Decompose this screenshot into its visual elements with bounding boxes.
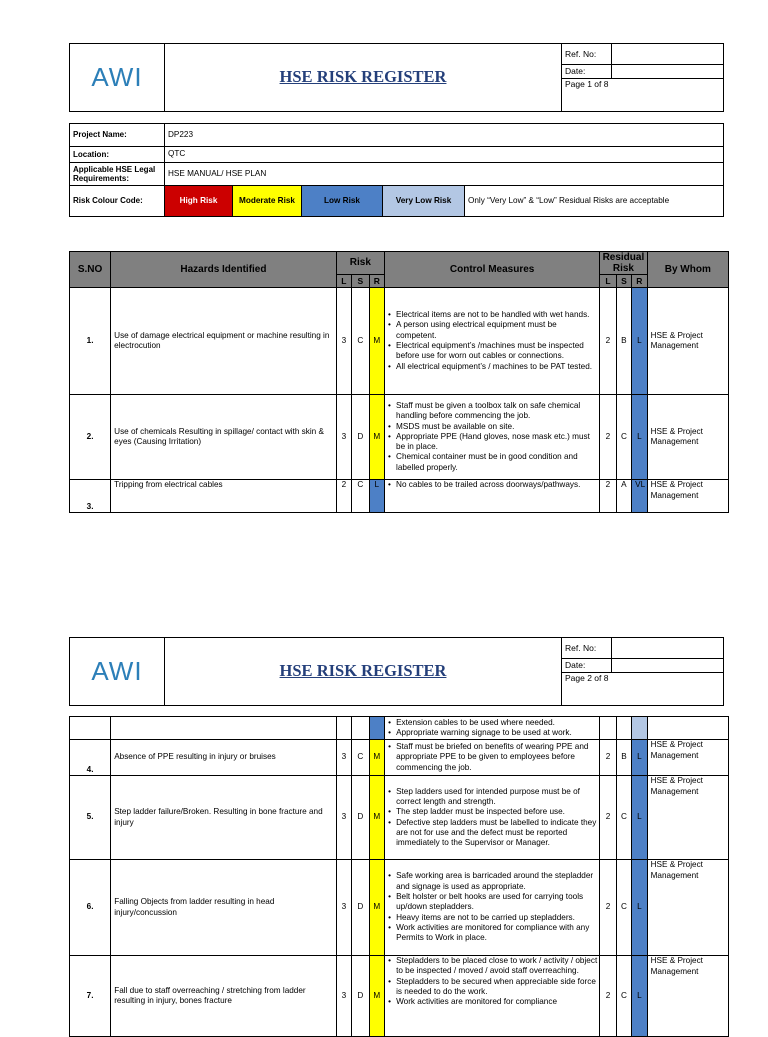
control-item: • Stepladders to be placed close to work / activity / object to be inspected / moved / avoid staff overreaching. xyxy=(396,956,597,977)
legal-requirements-label: Applicable HSE Legal Requirements: xyxy=(70,163,165,186)
col-residual-l: L xyxy=(600,275,616,288)
risk-s: D xyxy=(352,395,370,480)
residual-s: B xyxy=(616,740,631,776)
risk-r: M xyxy=(369,395,384,480)
residual-l: 2 xyxy=(600,956,616,1037)
residual-s: C xyxy=(616,860,631,956)
control-item: • Safe working area is barricaded around the stepladder and signage is used as appropriate. xyxy=(396,871,597,892)
residual-s: C xyxy=(616,956,631,1037)
hazard-text: Falling Objects from ladder resulting in head injury/concussion xyxy=(111,860,337,956)
col-risk: Risk xyxy=(336,252,384,275)
table-row xyxy=(70,395,729,480)
residual-l: 2 xyxy=(600,860,616,956)
control-measures xyxy=(385,717,600,740)
control-measures xyxy=(385,740,600,776)
col-residual-r: R xyxy=(632,275,647,288)
document-title: HSE RISK REGISTER xyxy=(165,44,562,112)
col-risk-r: R xyxy=(369,275,384,288)
risk-r: L xyxy=(369,480,384,513)
col-by-whom: By Whom xyxy=(647,252,728,288)
hazard-text: Fall due to staff overreaching / stretching from ladder resulting in injury, bones fracture xyxy=(111,956,337,1037)
control-item: • Staff must be briefed on benefits of wearing PPE and appropriate PPE to be given to employees before commencing the job. xyxy=(396,742,597,773)
risk-register-table-2 xyxy=(69,716,729,1037)
row-number: 1. xyxy=(70,288,111,395)
residual-r: L xyxy=(632,395,647,480)
row-number: 6. xyxy=(70,860,111,956)
project-name-label: Project Name: xyxy=(70,124,165,147)
hazard-text xyxy=(111,717,337,740)
by-whom: HSE & Project Management xyxy=(647,395,728,480)
page-header-1 xyxy=(69,43,724,112)
col-hazards: Hazards Identified xyxy=(111,252,336,288)
control-item: • Work activities are monitored for compliance with any Permits to Work in place. xyxy=(396,923,597,944)
page-number: Page 2 of 8 xyxy=(562,673,724,706)
control-item: • Work activities are monitored for compliance xyxy=(396,997,597,1007)
document-title: HSE RISK REGISTER xyxy=(165,638,562,706)
risk-s: C xyxy=(352,288,370,395)
risk-l: 3 xyxy=(336,395,351,480)
control-item: • Belt holster or belt hooks are used for carrying tools up/down stepladders. xyxy=(396,892,597,913)
awi-logo: AWI xyxy=(70,638,165,706)
control-item: • Electrical equipment’s /machines must be inspected before use for worn out cables or connections. xyxy=(396,341,597,362)
date-label: Date: xyxy=(562,65,612,79)
by-whom xyxy=(647,717,728,740)
control-item: • Extension cables to be used where needed. xyxy=(396,718,597,728)
risk-s: C xyxy=(352,480,370,513)
ref-no-value xyxy=(612,638,724,659)
col-risk-l: L xyxy=(336,275,351,288)
project-name-value: DP223 xyxy=(165,124,724,147)
control-item: • Step ladders used for intended purpose must be of correct length and strength. xyxy=(396,787,597,808)
row-number: 4. xyxy=(70,740,111,776)
control-item: • Chemical container must be in good condition and labelled properly. xyxy=(396,452,597,473)
residual-r: L xyxy=(632,860,647,956)
col-residual-risk: Residual Risk xyxy=(600,252,647,275)
risk-r: M xyxy=(369,860,384,956)
table-row xyxy=(70,956,729,1037)
col-sno: S.NO xyxy=(70,252,111,288)
control-measures xyxy=(385,860,600,956)
hazard-text: Use of damage electrical equipment or machine resulting in electrocution xyxy=(111,288,336,395)
residual-s: B xyxy=(616,288,631,395)
by-whom: HSE & Project Management xyxy=(647,860,728,956)
control-item: • Defective step ladders must be labelled to indicate they are not for use and the defect must be reported immediately to the Supervisor or Manager. xyxy=(396,818,597,849)
hazard-text: Step ladder failure/Broken. Resulting in bone fracture and injury xyxy=(111,776,337,860)
ref-no-label: Ref. No: xyxy=(562,638,612,659)
risk-s: D xyxy=(352,860,370,956)
risk-colour-code-label: Risk Colour Code: xyxy=(70,186,165,217)
high-risk-swatch: High Risk xyxy=(165,186,233,217)
date-value xyxy=(612,659,724,673)
residual-s xyxy=(616,717,631,740)
residual-r: VL xyxy=(632,480,647,513)
by-whom: HSE & Project Management xyxy=(647,740,728,776)
table-row xyxy=(70,860,729,956)
row-number: 5. xyxy=(70,776,111,860)
by-whom: HSE & Project Management xyxy=(647,776,728,860)
residual-l: 2 xyxy=(600,395,616,480)
residual-r: L xyxy=(632,740,647,776)
risk-r: M xyxy=(369,740,384,776)
control-item: • All electrical equipment’s / machines to be PAT tested. xyxy=(396,362,597,372)
risk-l: 2 xyxy=(336,480,351,513)
control-item: • Heavy items are not to be carried up stepladders. xyxy=(396,913,597,923)
row-number: 2. xyxy=(70,395,111,480)
risk-s xyxy=(352,717,370,740)
project-info-table xyxy=(69,123,724,217)
location-value: QTC xyxy=(165,147,724,163)
residual-l: 2 xyxy=(600,740,616,776)
risk-r: M xyxy=(369,288,384,395)
hazard-text: Tripping from electrical cables xyxy=(111,480,336,513)
low-risk-swatch: Low Risk xyxy=(302,186,383,217)
control-item: • Appropriate PPE (Hand gloves, nose mask etc.) must be in place. xyxy=(396,432,597,453)
control-measures xyxy=(385,956,600,1037)
col-risk-s: S xyxy=(352,275,370,288)
date-value xyxy=(612,65,724,79)
control-measures xyxy=(385,480,600,513)
control-measures xyxy=(385,776,600,860)
col-residual-s: S xyxy=(616,275,631,288)
hazard-text: Use of chemicals Resulting in spillage/ contact with skin & eyes (Causing Irritation) xyxy=(111,395,336,480)
risk-s: D xyxy=(352,776,370,860)
risk-register-table-1 xyxy=(69,251,729,513)
legal-requirements-value: HSE MANUAL/ HSE PLAN xyxy=(165,163,724,186)
risk-l: 3 xyxy=(336,860,351,956)
residual-l xyxy=(600,717,616,740)
by-whom: HSE & Project Management xyxy=(647,480,728,513)
risk-r: M xyxy=(369,776,384,860)
control-item: • Appropriate warning signage to be used at work. xyxy=(396,728,597,738)
residual-r: L xyxy=(632,288,647,395)
residual-l: 2 xyxy=(600,776,616,860)
risk-r xyxy=(369,717,384,740)
row-number xyxy=(70,717,111,740)
date-label: Date: xyxy=(562,659,612,673)
ref-no-value xyxy=(612,44,724,65)
table-row xyxy=(70,717,729,740)
acceptance-note: Only “Very Low” & “Low” Residual Risks are acceptable xyxy=(465,186,724,217)
risk-l: 3 xyxy=(336,740,351,776)
hazard-text: Absence of PPE resulting in injury or bruises xyxy=(111,740,337,776)
risk-l xyxy=(336,717,351,740)
very-low-risk-swatch: Very Low Risk xyxy=(383,186,465,217)
control-measures xyxy=(385,395,600,480)
control-item: • MSDS must be available on site. xyxy=(396,422,597,432)
residual-r xyxy=(632,717,647,740)
risk-r: M xyxy=(369,956,384,1037)
moderate-risk-swatch: Moderate Risk xyxy=(233,186,302,217)
control-item: • Electrical items are not to be handled with wet hands. xyxy=(396,310,597,320)
residual-l: 2 xyxy=(600,288,616,395)
residual-s: A xyxy=(616,480,631,513)
page-number: Page 1 of 8 xyxy=(562,79,724,112)
table-row xyxy=(70,480,729,513)
table-row xyxy=(70,740,729,776)
row-number: 3. xyxy=(70,480,111,513)
control-item: • The step ladder must be inspected before use. xyxy=(396,807,597,817)
location-label: Location: xyxy=(70,147,165,163)
residual-r: L xyxy=(632,956,647,1037)
by-whom: HSE & Project Management xyxy=(647,288,728,395)
row-number: 7. xyxy=(70,956,111,1037)
control-item: • No cables to be trailed across doorways/pathways. xyxy=(396,480,597,490)
page-header-2 xyxy=(69,637,724,706)
table-row xyxy=(70,776,729,860)
risk-l: 3 xyxy=(336,776,351,860)
residual-r: L xyxy=(632,776,647,860)
control-item: • Stepladders to be secured when appreciable side force is needed to do the work. xyxy=(396,977,597,998)
col-control-measures: Control Measures xyxy=(385,252,600,288)
risk-l: 3 xyxy=(336,956,351,1037)
by-whom: HSE & Project Management xyxy=(647,956,728,1037)
control-item: • A person using electrical equipment must be competent. xyxy=(396,320,597,341)
risk-l: 3 xyxy=(336,288,351,395)
control-measures xyxy=(385,288,600,395)
table-row xyxy=(70,288,729,395)
awi-logo: AWI xyxy=(70,44,165,112)
risk-s: D xyxy=(352,956,370,1037)
ref-no-label: Ref. No: xyxy=(562,44,612,65)
residual-l: 2 xyxy=(600,480,616,513)
residual-s: C xyxy=(616,776,631,860)
residual-s: C xyxy=(616,395,631,480)
risk-s: C xyxy=(352,740,370,776)
control-item: • Staff must be given a toolbox talk on safe chemical handling before commencing the job. xyxy=(396,401,597,422)
